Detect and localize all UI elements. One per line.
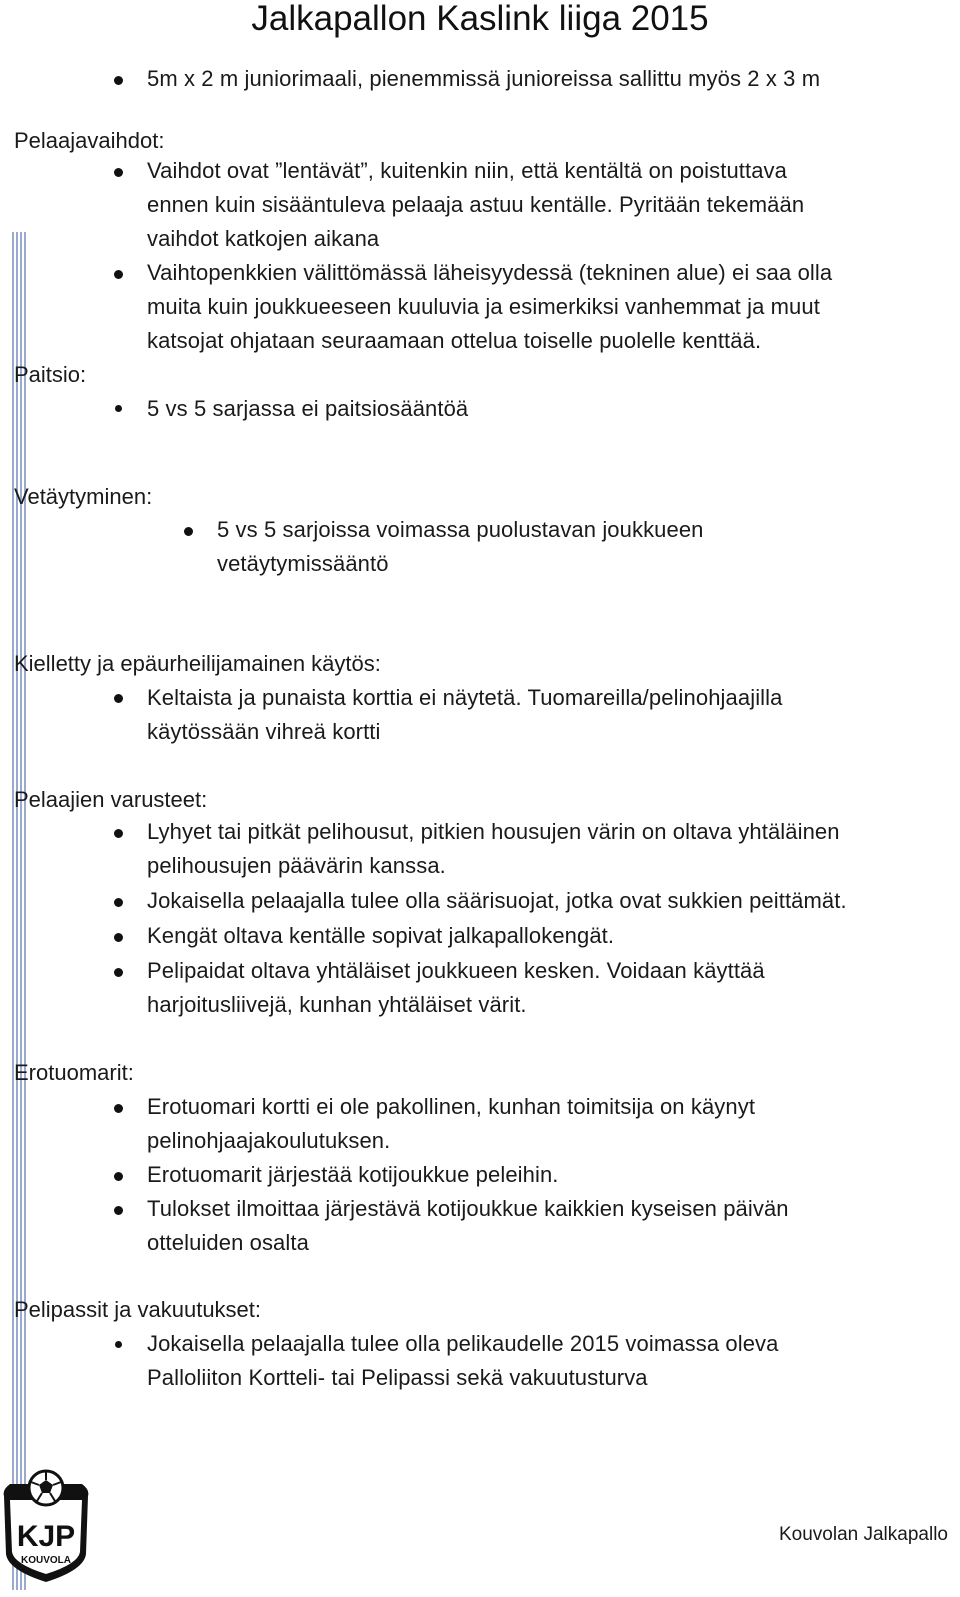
bullet-icon: [184, 527, 193, 536]
bullet-icon: [114, 1172, 123, 1181]
bullet-text: 5m x 2 m juniorimaali, pienemmissä junioreissa sallittu myös 2 x 3 m: [147, 66, 821, 91]
section-heading: Erotuomarit:: [14, 1060, 134, 1085]
margin-line: [12, 232, 14, 1590]
bullet-text: Tulokset ilmoittaa järjestävä kotijoukkue kaikkien kyseisen päivän: [147, 1196, 789, 1221]
section-heading: Vetäytyminen:: [14, 484, 153, 509]
bullet-icon: [114, 168, 123, 177]
bullet-text: pelihousujen päävärin kanssa.: [147, 853, 446, 878]
bullet-text: ennen kuin sisääntuleva pelaaja astuu kentälle. Pyritään tekemään: [147, 192, 805, 217]
bullet-text: Lyhyet tai pitkät pelihousut, pitkien housujen värin on oltava yhtäläinen: [147, 819, 840, 844]
bullet-text: Keltaista ja punaista korttia ei näytetä. Tuomareilla/pelinohjaajilla: [147, 685, 783, 710]
bullet-icon: [114, 898, 123, 907]
margin-line: [24, 232, 26, 1590]
bullet-text: 5 vs 5 sarjassa ei paitsiosääntöä: [147, 396, 469, 421]
bullet-text: vaihdot katkojen aikana: [147, 226, 380, 251]
bullet-text: harjoitusliivejä, kunhan yhtäläiset värit.: [147, 992, 527, 1017]
section-heading: Pelipassit ja vakuutukset:: [14, 1297, 262, 1322]
bullet-icon: [114, 270, 123, 279]
bullet-text: Erotuomari kortti ei ole pakollinen, kunhan toimitsija on käynyt: [147, 1094, 756, 1119]
kjp-logo-icon: [0, 1466, 92, 1584]
bullet-text: Pelipaidat oltava yhtäläiset joukkueen kesken. Voidaan käyttää: [147, 958, 765, 983]
bullet-icon: [114, 829, 123, 838]
bullet-icon: [115, 1341, 122, 1348]
section-heading: Pelaajien varusteet:: [14, 787, 208, 812]
footer-text: Kouvolan Jalkapallo: [778, 1524, 948, 1545]
bullet-text: Palloliiton Kortteli- tai Pelipassi sekä vakuutusturva: [147, 1365, 648, 1390]
bullet-icon: [115, 405, 122, 412]
bullet-text: Vaihdot ovat ”lentävät”, kuitenkin niin, että kentältä on poistuttava: [147, 158, 787, 183]
section-heading: Paitsio:: [14, 362, 87, 387]
section-heading: Pelaajavaihdot:: [14, 128, 165, 153]
bullet-icon: [114, 1104, 123, 1113]
bullet-text: käytössään vihreä kortti: [147, 719, 381, 744]
bullet-icon: [114, 968, 123, 977]
bullet-text: pelinohjaajakoulutuksen.: [147, 1128, 391, 1153]
logo-subtext: KOUVOLA: [21, 1555, 71, 1566]
bullet-text: Jokaisella pelaajalla tulee olla säärisuojat, jotka ovat sukkien peittämät.: [147, 888, 847, 913]
bullet-text: Vaihtopenkkien välittömässä läheisyydessä (tekninen alue) ei saa olla: [147, 260, 833, 285]
logo-text: KJP: [16, 1520, 76, 1553]
bullet-text: muita kuin joukkueeseen kuuluvia ja esimerkiksi vanhemmat ja muut: [147, 294, 820, 319]
bullet-icon: [114, 933, 123, 942]
bullet-icon: [114, 694, 123, 703]
bullet-text: 5 vs 5 sarjoissa voimassa puolustavan joukkueen: [217, 517, 704, 542]
margin-line: [20, 232, 22, 1590]
bullet-text: Erotuomarit järjestää kotijoukkue peleihin.: [147, 1162, 559, 1187]
bullet-text: Jokaisella pelaajalla tulee olla pelikaudelle 2015 voimassa oleva: [147, 1331, 779, 1356]
bullet-text: katsojat ohjataan seuraamaan ottelua toiselle puolelle kenttää.: [147, 328, 762, 353]
bullet-text: vetäytymissääntö: [217, 551, 389, 576]
section-heading: Kielletty ja epäurheilijamainen käytös:: [14, 651, 381, 676]
page-title: Jalkapallon Kaslink liiga 2015: [251, 0, 709, 38]
bullet-icon: [114, 1206, 123, 1215]
bullet-text: Kengät oltava kentälle sopivat jalkapallokengät.: [147, 923, 615, 948]
bullet-text: otteluiden osalta: [147, 1230, 309, 1255]
bullet-icon: [114, 76, 123, 85]
margin-line: [16, 232, 18, 1590]
